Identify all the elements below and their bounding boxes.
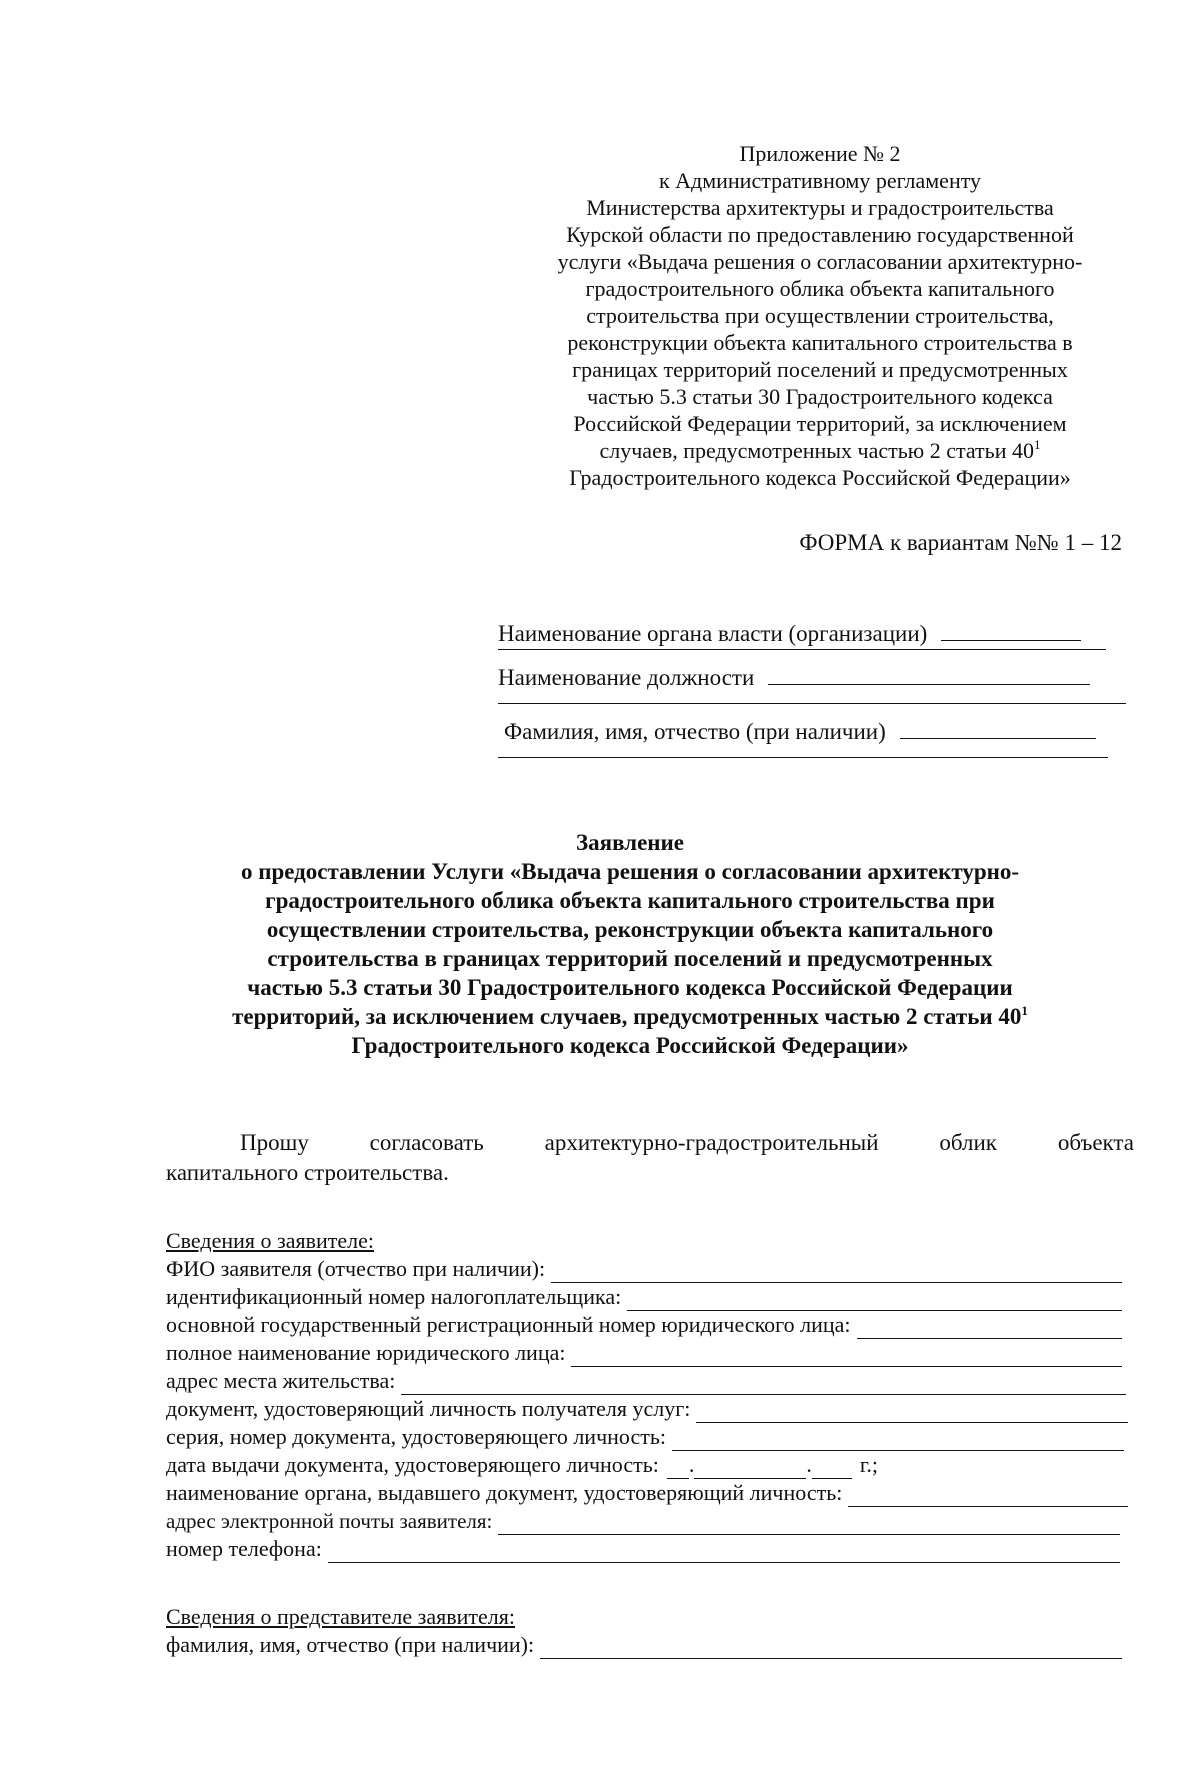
residence-address-field[interactable] [401, 1374, 1126, 1395]
authority-label: Наименование органа власти (организации) [498, 621, 928, 646]
fio-field-continuation[interactable] [498, 757, 1108, 758]
authority-field-continuation[interactable] [498, 649, 1106, 650]
title-line: частью 5.3 статьи 30 Градостроительного кодекса Российской Федерации [247, 975, 1013, 1000]
field-label: номер телефона: [166, 1536, 322, 1561]
form-row [166, 1339, 1134, 1367]
form-row [166, 1311, 1134, 1339]
title-line: градостроительного облика объекта капитального строительства при [265, 888, 995, 913]
appendix-line: Министерства архитектуры и градостроительства [586, 195, 1054, 220]
appendix-line: строительства при осуществлении строительства, [586, 303, 1054, 328]
identity-document-field[interactable] [696, 1402, 1128, 1423]
title-line [160, 1002, 1100, 1031]
applicant-heading: Сведения о заявителе: [166, 1228, 375, 1253]
field-label: идентификационный номер налогоплательщика: [166, 1284, 622, 1309]
title-line: осуществлении строительства, реконструкции объекта капитального [266, 917, 994, 942]
appendix-line: градостроительного облика объекта капитального [585, 276, 1055, 301]
form-row [166, 1395, 1134, 1423]
superscript: 1 [1033, 437, 1041, 452]
field-label: адрес электронной почты заявителя: [166, 1509, 493, 1533]
field-label: наименование органа, выдавшего документ, удостоверяющий личность: [166, 1480, 843, 1505]
applicant-fio-field[interactable] [551, 1262, 1122, 1283]
field-label: ФИО заявителя (отчество при наличии): [166, 1256, 546, 1281]
application-title [160, 828, 1100, 1060]
title-line: о предоставлении Услуги «Выдача решения о согласовании архитектурно- [240, 859, 1020, 884]
form-row [166, 1479, 1134, 1507]
title-line: Градостроительного кодекса Российской Федерации» [351, 1033, 909, 1058]
request-word: архитектурно-градостроительный [544, 1130, 879, 1155]
form-row [166, 1423, 1134, 1451]
request-word: Прошу [240, 1130, 309, 1155]
appendix-line [520, 437, 1120, 464]
appendix-line: границах территорий поселений и предусмотренных [572, 357, 1068, 382]
request-word: объекта [1057, 1130, 1134, 1155]
request-paragraph [166, 1128, 1134, 1188]
legal-entity-name-field[interactable] [571, 1346, 1122, 1367]
appendix-line: Курской области по предоставлению государственной [566, 222, 1074, 247]
ogrn-field[interactable] [857, 1318, 1122, 1339]
form-row [166, 1283, 1134, 1311]
position-field-continuation[interactable] [498, 703, 1126, 704]
request-word: облик [939, 1130, 997, 1155]
title-heading: Заявление [575, 830, 685, 855]
field-label: серия, номер документа, удостоверяющего личность: [166, 1424, 666, 1449]
field-label: дата выдачи документа, удостоверяющего личность: [166, 1452, 659, 1477]
issue-month-field[interactable] [694, 1458, 806, 1479]
form-row [166, 1535, 1134, 1563]
authority-field[interactable] [941, 618, 1081, 641]
appendix-line: услуги «Выдача решения о согласовании архитектурно- [557, 249, 1083, 274]
form-row [166, 1255, 1134, 1283]
appendix-line: к Административному регламенту [658, 168, 982, 193]
form-variants-label: ФОРМА к вариантам №№ 1 – 12 [799, 530, 1122, 555]
representative-section [166, 1603, 1134, 1659]
appendix-line: Российской Федерации территорий, за исключением [573, 411, 1067, 436]
representative-fio-field[interactable] [540, 1638, 1122, 1659]
form-row: дата выдачи документа, удостоверяющего личность: . . г.; [166, 1452, 879, 1477]
appendix-line: реконструкции объекта капитального строительства в [567, 330, 1073, 355]
field-label: документ, удостоверяющий личность получателя услуг: [166, 1396, 691, 1421]
issue-day-field[interactable] [667, 1458, 689, 1479]
request-word: согласовать [369, 1130, 484, 1155]
superscript: 1 [1021, 1003, 1028, 1018]
position-label: Наименование должности [498, 665, 755, 690]
appendix-line: Градостроительного кодекса Российской Федерации» [569, 465, 1071, 490]
issue-year-field[interactable] [812, 1458, 852, 1479]
appendix-line-text: случаев, предусмотренных частью 2 статьи 40 [599, 438, 1034, 463]
appendix-line: Приложение № 2 [739, 141, 901, 166]
addressee-block [498, 618, 1126, 758]
applicant-section [166, 1227, 1134, 1563]
title-line-text: территорий, за исключением случаев, предусмотренных частью 2 статьи 40 [232, 1004, 1022, 1029]
appendix-line: частью 5.3 статьи 30 Градостроительного кодекса [587, 384, 1053, 409]
field-label: фамилия, имя, отчество (при наличии): [166, 1632, 535, 1657]
field-label: адрес места жительства: [166, 1368, 396, 1393]
representative-heading: Сведения о представителе заявителя: [166, 1604, 515, 1629]
year-suffix: г.; [859, 1452, 879, 1477]
fio-label: Фамилия, имя, отчество (при наличии) [504, 719, 886, 744]
issuing-authority-field[interactable] [848, 1486, 1128, 1507]
request-line-2: капитального строительства. [166, 1160, 449, 1185]
appendix-header [520, 140, 1120, 491]
title-line: строительства в границах территорий поселений и предусмотренных [267, 946, 993, 971]
inn-field[interactable] [627, 1290, 1122, 1311]
position-field[interactable] [768, 662, 1090, 685]
phone-field[interactable] [328, 1542, 1120, 1563]
form-row [166, 1507, 1134, 1535]
form-row [166, 1631, 1134, 1659]
email-field[interactable] [498, 1514, 1120, 1535]
field-label: полное наименование юридического лица: [166, 1340, 566, 1365]
document-series-number-field[interactable] [672, 1430, 1124, 1451]
form-row [166, 1367, 1134, 1395]
fio-field[interactable] [900, 716, 1096, 739]
field-label: основной государственный регистрационный номер юридического лица: [166, 1312, 851, 1337]
